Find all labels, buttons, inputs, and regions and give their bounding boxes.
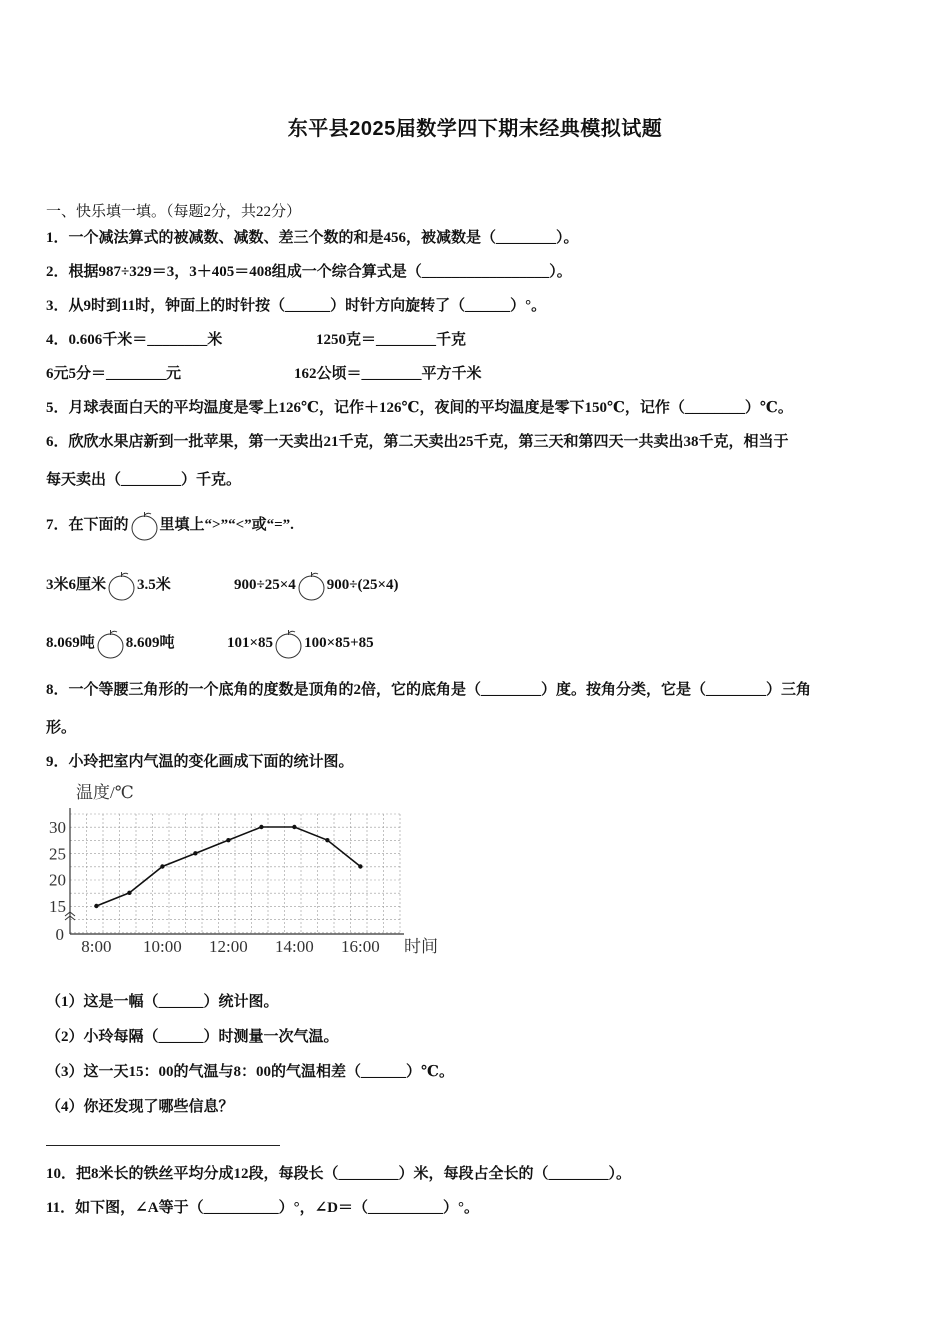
compare-right: 900÷(25×4) [326, 577, 399, 593]
apple-circle-icon[interactable] [298, 571, 325, 601]
question-6-line-1: 6．欣欣水果店新到一批苹果，第一天卖出21千克，第二天卖出25千克，第三天和第四天一共卖出38千克，相当于 [46, 434, 789, 450]
x-tick-labels [81, 937, 379, 956]
question-9-sub-2: （2）小玲每隔（______）时测量一次气温。 [46, 1029, 339, 1045]
question-4-a: 4．0.606千米＝________米 [46, 332, 223, 348]
question-7-row-2 [46, 626, 926, 660]
question-7-row-1 [46, 568, 926, 602]
question-3: 3．从9时到11时，钟面上的时针按（______）时针方向旋转了（______）°。 [46, 298, 547, 314]
question-4-b: 1250克＝________千克 [316, 332, 467, 348]
question-8-line-2: 形。 [46, 720, 77, 736]
question-4-c: 6元5分＝________元 [46, 366, 182, 382]
y-tick-label: 0 [55, 925, 64, 944]
question-10: 10．把8米长的铁丝平均分成12段，每段长（________）米，每段占全长的（________）。 [46, 1166, 632, 1182]
apple-circle-icon[interactable] [97, 629, 124, 659]
question-7-prefix: 7．在下面的 [46, 517, 129, 533]
apple-circle-icon [131, 511, 158, 541]
x-tick-label: 10:00 [143, 937, 182, 956]
question-9-sub-3: （3）这一天15：00的气温与8：00的气温相差（______）℃。 [46, 1064, 454, 1080]
question-7-stem [46, 508, 294, 542]
question-2: 2．根据987÷329＝3，3＋405＝408组成一个综合算式是（_________________）。 [46, 264, 572, 280]
y-tick-labels [49, 818, 66, 944]
compare-right: 8.609吨 [125, 635, 175, 651]
y-axis-label: 温度/℃ [76, 783, 134, 802]
data-point [160, 864, 164, 868]
data-point [358, 864, 362, 868]
compare-left: 8.069吨 [46, 635, 95, 651]
x-tick-label: 14:00 [275, 937, 314, 956]
data-point [127, 891, 131, 895]
compare-left: 900÷25×4 [234, 577, 296, 593]
y-tick-label: 25 [49, 844, 66, 864]
chart-grid [70, 814, 400, 934]
question-11: 11．如下图，∠A等于（__________）°，∠D＝（__________）°。 [46, 1200, 479, 1216]
section-heading: 一、快乐填一填。（每题2分，共22分） [46, 204, 302, 220]
compare-right: 3.5米 [137, 577, 171, 593]
question-7-suffix: 里填上“>”“<”或“=”. [159, 517, 294, 533]
compare-right: 100×85+85 [304, 635, 374, 651]
data-point [226, 838, 230, 842]
x-axis-label: 时间 [404, 937, 438, 956]
question-9-sub-4: （4）你还发现了哪些信息？ [46, 1099, 234, 1115]
compare-left: 101×85 [227, 635, 274, 651]
x-tick-label: 8:00 [81, 937, 112, 956]
question-9: 9．小玲把室内气温的变化画成下面的统计图。 [46, 754, 354, 770]
data-point [94, 904, 98, 908]
page-title: 东平县2025届数学四下期末经典模拟试题 [287, 118, 663, 140]
question-4-d: 162公顷＝________平方千米 [294, 366, 482, 382]
y-tick-label: 15 [49, 897, 66, 916]
temperature-line-chart [40, 776, 450, 962]
question-8-line-1: 8．一个等腰三角形的一个底角的度数是顶角的2倍，它的底角是（________）度。按角分类，它是（________）三角 [46, 682, 812, 698]
data-point [325, 838, 329, 842]
compare-left: 3米6厘米 [46, 577, 107, 593]
question-5: 5．月球表面白天的平均温度是零上126℃，记作＋126℃，夜间的平均温度是零下150℃，记作（________）℃。 [46, 400, 793, 416]
y-tick-label: 30 [49, 818, 66, 837]
apple-circle-icon[interactable] [108, 571, 135, 601]
x-tick-label: 12:00 [209, 937, 248, 956]
answer-line[interactable] [46, 1145, 280, 1146]
x-tick-label: 16:00 [341, 937, 380, 956]
question-1: 1．一个减法算式的被减数、减数、差三个数的和是456，被减数是（________）。 [46, 230, 579, 246]
data-point [193, 851, 197, 855]
y-tick-label: 20 [49, 870, 66, 890]
question-9-sub-1: （1）这是一幅（______）统计图。 [46, 994, 279, 1010]
question-6-line-2: 每天卖出（________）千克。 [46, 472, 242, 488]
apple-circle-icon[interactable] [275, 629, 302, 659]
data-point [292, 825, 296, 829]
data-point [259, 825, 263, 829]
